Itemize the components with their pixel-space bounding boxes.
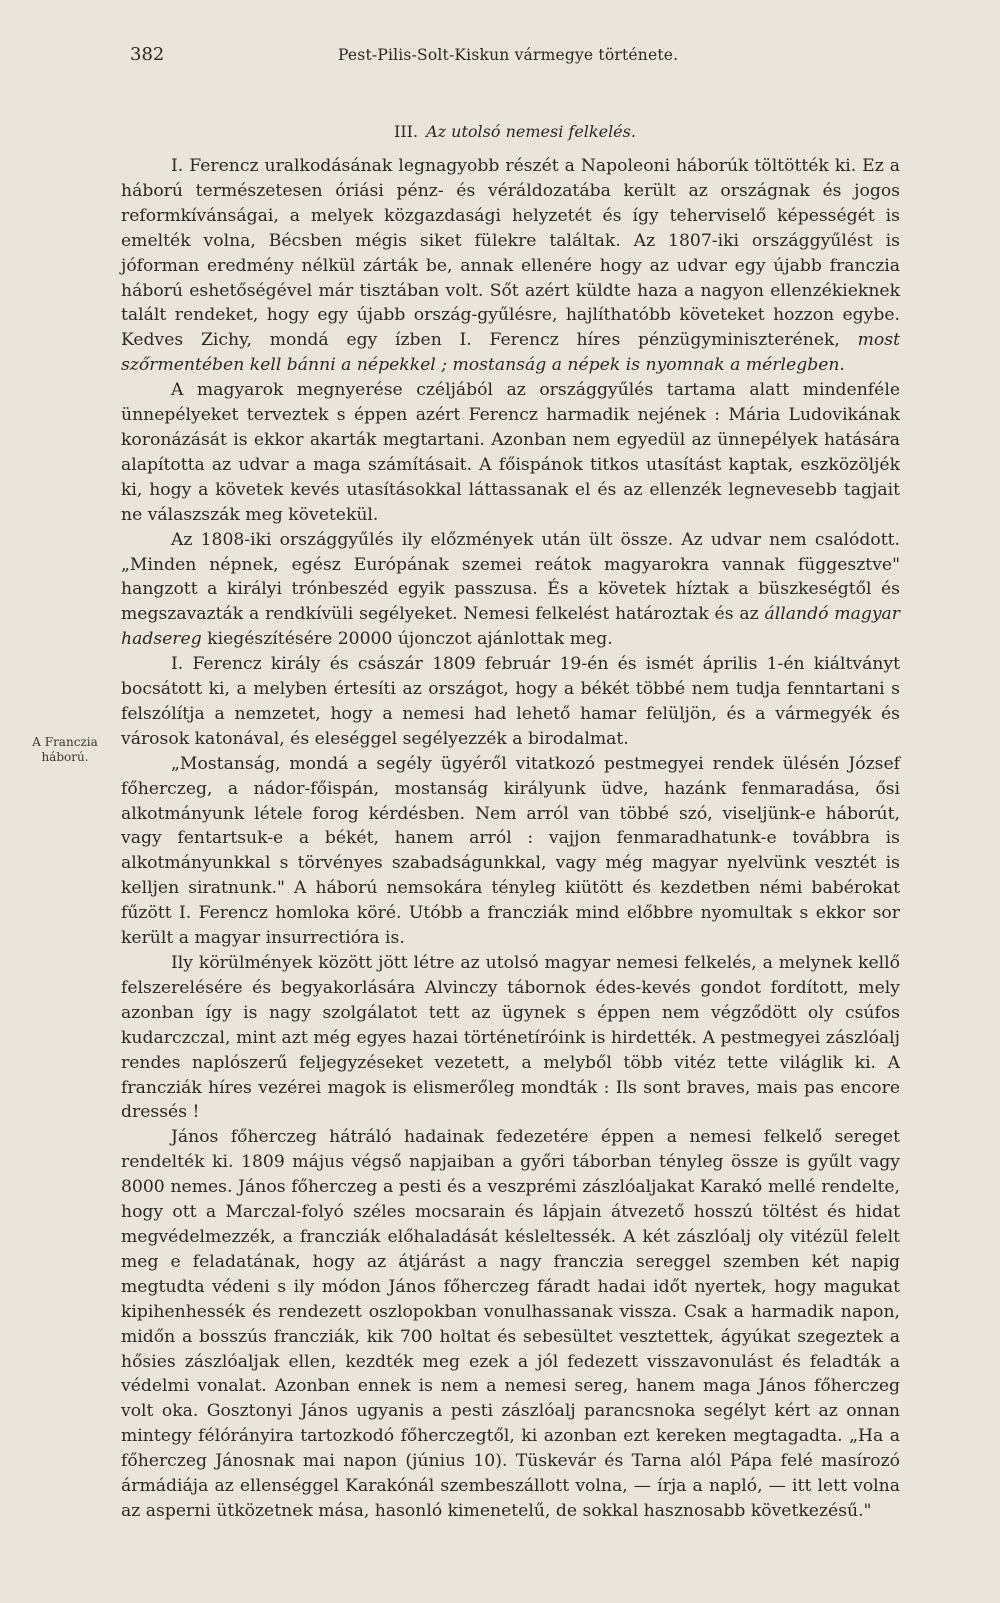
- margin-note-line: A Franczia: [32, 735, 98, 749]
- paragraph: [121, 378, 900, 527]
- paragraph-text: I. Ferencz uralkodásának legnagyobb részét a Napoleoni háborúk töltötték ki. Ez a háború természetesen óriási pénz- és véráldozatába került az országnak és jogos reformkívánságai, a melyek közgazdasági helyzetét és így teherviselő képességét is emelték volna, Bécsben mégis siket fülekre találtak. Az 1807-iki országgyűlést is jóforman eredmény nélkül zárták be, annak ellenére hogy az udvar egy újabb franczia háború eshetőségével már tisztában volt. Sőt azért küldte haza a nagyon ellenzékieknek talált rendeket, hogy egy újabb ország-gyűlésre, hajlíthatóbb követeket hozzon egybe. Kedves Zichy, mondá egy ízben I. Ferencz híres pénzügyminiszterének,: [121, 156, 900, 351]
- margin-note: [22, 735, 108, 765]
- body-text: [121, 154, 900, 1524]
- paragraph-text: kiegészítésére 20000 újonczot ajánlottak meg.: [207, 629, 613, 650]
- italic-phrase: állandó magyar hadsereg: [121, 604, 900, 650]
- paragraph: [121, 1125, 900, 1524]
- paragraph-text: I. Ferencz király és császár 1809 február 19-én és ismét április 1-én kiáltványt bocsátott ki, a melyben értesíti az országot, hogy a békét többé nem tudja fenntartani s felszólítja a nemzetet, hogy a nemesi had lehető hamar felüljön, és a vármegyék és városok katonával, és eleséggel segélyezzék a birodalmat.: [121, 654, 900, 749]
- section-title: Az utolsó nemesi felkelés.: [426, 122, 636, 141]
- margin-note-line: háború.: [41, 750, 89, 764]
- paragraph-text: „Mostanság, mondá a segély ügyéről vitatkozó pestmegyei rendek ülésén József főherczeg, a nádor-főispán, mostanság királyunk üdve, hazánk fenmaradása, ősi alkotmányunk létele forog kérdésben. Nem arról van többé szó, viseljünk-e háborút, vagy fentartsuk-e a békét, hanem arról : vajjon fenmaradhatunk-e továbbra is alkotmányunkkal s törvényes szabadságunkkal, vagy még magyar nyelvünk vesztét is kelljen siratnunk." A háború nemsokára tényleg kiütött és kezdetben némi babérokat fűzött I. Ferencz homloka köré. Utóbb a francziák mind előbbre nyomultak s ekkor sor került a magyar insurrectióra is.: [121, 753, 900, 949]
- paragraph: [121, 951, 900, 1125]
- paragraph: [121, 154, 900, 378]
- paragraph-text: A magyarok megnyerése czéljából az országgyűlés tartama alatt mindenféle ünnepélyeket terveztek s éppen azért Ferencz harmadik nejének : Mária Ludovikának koronázását is ekkor akarták megtartani. Azonban nem egyedül az ünnepélyek hatására alapította az udvar a maga számításait. A főispánok titkos utasítást kaptak, eszközöljék ki, hogy a követek kevés utasításokkal láttassanak el és az ellenzék legnevesebb tagjait ne válaszszák meg követekül.: [121, 380, 900, 525]
- paragraph: [121, 528, 900, 653]
- paragraph: [121, 652, 900, 752]
- italic-quote: most szőrmentében kell bánni a népekkel ; mostanság a népek is nyomnak a mérlegben.: [121, 330, 900, 376]
- running-title: Pest-Pilis-Solt-Kiskun vármegye története.: [338, 46, 679, 64]
- page-header: [130, 40, 900, 70]
- section-heading: [130, 122, 900, 141]
- paragraph-text: Az 1808-iki országgyűlés ily előzmények után ült össze. Az udvar nem csalódott. „Minden népnek, egész Európának szemei reátok magyarokra vannak függesztve" hangzott a királyi trónbeszéd egyik passzusa. És a követek híztak a büszkeségtől és megszavazták a rendkívüli segélyeket. Nemesi felkelést határoztak és az: [121, 529, 900, 625]
- paragraph: [121, 752, 900, 951]
- section-number: III.: [394, 122, 419, 141]
- page-number: 382: [130, 44, 165, 65]
- paragraph-text: János főherczeg hátráló hadainak fedezetére éppen a nemesi felkelő sereget rendelték ki. 1809 május végső napjaiban a győri táborban tényleg össze is gyűlt vagy 8000 nemes. János főherczeg a pesti és a veszprémi zászlóaljakat Karakó mellé rendelte, hogy ott a Marczal-folyó széles mocsarain és lápjain átvezető hosszú töltést és hidat megvédelmezzék, a francziák előhaladását késleltessék. A két zászlóalj oly vitézül felelt meg e feladatának, hogy az átjárást a nagy franczia sereggel szemben két napig megtudta védeni s ily módon János főherczeg fáradt hadai időt nyertek, hogy magukat kipihenhessék és rendezett oszlopokban vonulhassanak vissza. Csak a harmadik napon, midőn a bosszús francziák, kik 700 holtat és sebesültet vesztettek, ágyúkat szegeztek a hősies zászlóaljak ellen, kezdték meg ezek a jól fedezett visszavonulást és feladták a védelmi vonalat. Azonban ennek is nem a nemesi sereg, hanem maga János főherczeg volt oka. Gosztonyi János ugyanis a pesti zászlóalj parancsnoka segélyt kért az onnan mintegy félórányira tartozkodó főherczegtől, ki azonban ezt kereken megtagadta. „Ha a főherczeg Jánosnak mai napon (június 10). Tüskevár és Tarna alól Pápa felé masírozó ármádiája az ellenséggel Karakónál szembeszállott volna, — írja a napló, — itt lett volna az asperni ütközetnek mása, hasonló kimenetelű, de sokkal hasznosabb következésű.": [121, 1127, 900, 1521]
- paragraph-text: Ily körülmények között jött létre az utolsó magyar nemesi felkelés, a melynek kellő felszerelésére és begyakorlására Alvinczy tábornok édes-kevés gondot fordított, mely azonban így is nagy szolgálatot tett az ügynek s éppen nem végződött oly csúfos kudarczczal, mint azt még egyes hazai történetíróink is hirdették. A pestmegyei zászlóalj rendes naplószerű feljegyzéseket vezetett, a melyből több vitéz tette világlik ki. A francziák híres vezérei magok is elismerőleg mondták : Ils sont braves, mais pas encore dressés !: [121, 953, 900, 1123]
